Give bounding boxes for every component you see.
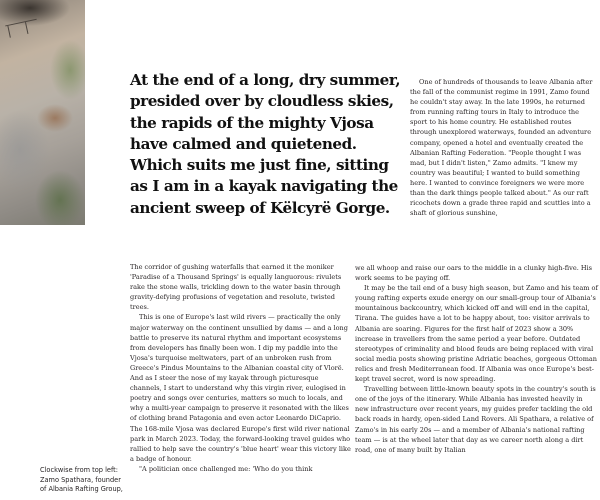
caption-line: Zamo Spathara, founder xyxy=(40,475,121,484)
body-column-right xyxy=(355,263,598,455)
caption-line: of Albania Rafting Group, xyxy=(40,485,123,494)
body-column-right-top xyxy=(410,77,598,218)
article-standfirst: At the end of a long, dry summer, presided over by cloudless skies, the rapids of the mighty Vjosa have calmed and quietened. Which suits me just fine, sitting as I am in a kayak navigating the ancient sweep of Këlcyrë Gorge. xyxy=(130,71,401,217)
caption-line: Clockwise from top left: xyxy=(40,466,118,474)
body-column-left xyxy=(130,262,352,474)
photo-caption xyxy=(40,466,130,495)
body-paragraph: "A politician once challenged me: 'Who do you think xyxy=(139,464,313,473)
body-paragraph: It may be the tail end of a busy high season, but Zamo and his team of young rafting experts exude energy on our small-group tour of Albania's mountainous backcountry, which kicked off and will end in the capital, Tirana. The guides have a lot to be happy about, too: visitor arrivals to Albania are soaring. Figures for the first half of 2023 show a 30% increase in travellers from the same period a year before. Outdated stereotypes of criminality and blood feuds are being replaced with viral social media posts showing pristine Adriatic beaches, gorgeous Ottoman relics and fresh Mediterranean food. If Albania was once Europe's best-kept travel secret, word is now spreading. xyxy=(355,284,598,384)
gorge-cliff-photo xyxy=(0,0,85,225)
body-paragraph: Travelling between little-known beauty spots in the country's south is one of the joys of the itinerary. While Albania has invested heavily in new infrastructure over recent years, my guides prefer tackling the old back roads in hardy, open-sided Land Rovers. Ali Spathara, a relative of Zamo's in his early 20s — and a member of Albania's national rafting team — is at the wheel later that day as we career north along a dirt road, one of many built by Italian xyxy=(355,385,596,454)
railing-detail xyxy=(5,19,39,36)
body-paragraph: One of hundreds of thousands to leave Albania after the fall of the communist regime in 1991, Zamo found he couldn't stay away. In the late 1990s, he returned from running rafting tours in Italy to introduce the sport to his home country. He established routes through unexplored waterways, founded an adventure company, opened a hotel and eventually created the Albanian Rafting Federation. "People thought I was mad, but I didn't listen," Zamo admits. "I knew my country was beautiful; I wanted to build something here. I wanted to convince foreigners we were more than the dark things people talked about." As our raft ricochets down a grade three rapid and scuttles into a shaft of glorious sunshine, xyxy=(410,78,593,218)
body-paragraph: This is one of Europe's last wild rivers — practically the only major waterway on the continent unsullied by dams — and a long battle to preserve its natural rhythm and important ecosystems from developers has finally been won. I dip my paddle into the Vjosa's turquoise meltwaters, part of an unbroken rush from Greece's Pindus Mountains to the Albanian coastal city of Vlorë. And as I steer the nose of my kayak through picturesque channels, I start to understand why this virgin river, eulogised in poetry and songs over centuries, matters so much to locals, and why a multi-year campaign to preserve it resonated with the likes of clothing brand Patagonia and even actor Leonardo DiCaprio. The 168-mile Vjosa was declared Europe's first wild river national park in March 2023. Today, the forward-looking travel guides who rallied to help save the country's 'blue heart' wear this victory like a badge of honour. xyxy=(130,313,351,463)
body-paragraph-continuation: we all whoop and raise our oars to the middle in a clunky high-five. His work seems to be paying off. xyxy=(355,264,593,283)
body-paragraph: The corridor of gushing waterfalls that earned it the moniker 'Paradise of a Thousand Springs' is equally languorous: rivulets rake the stone walls, trickling down to the water basin through gravity-defying profusions of vegetation and resolute, twisted trees. xyxy=(130,263,342,312)
